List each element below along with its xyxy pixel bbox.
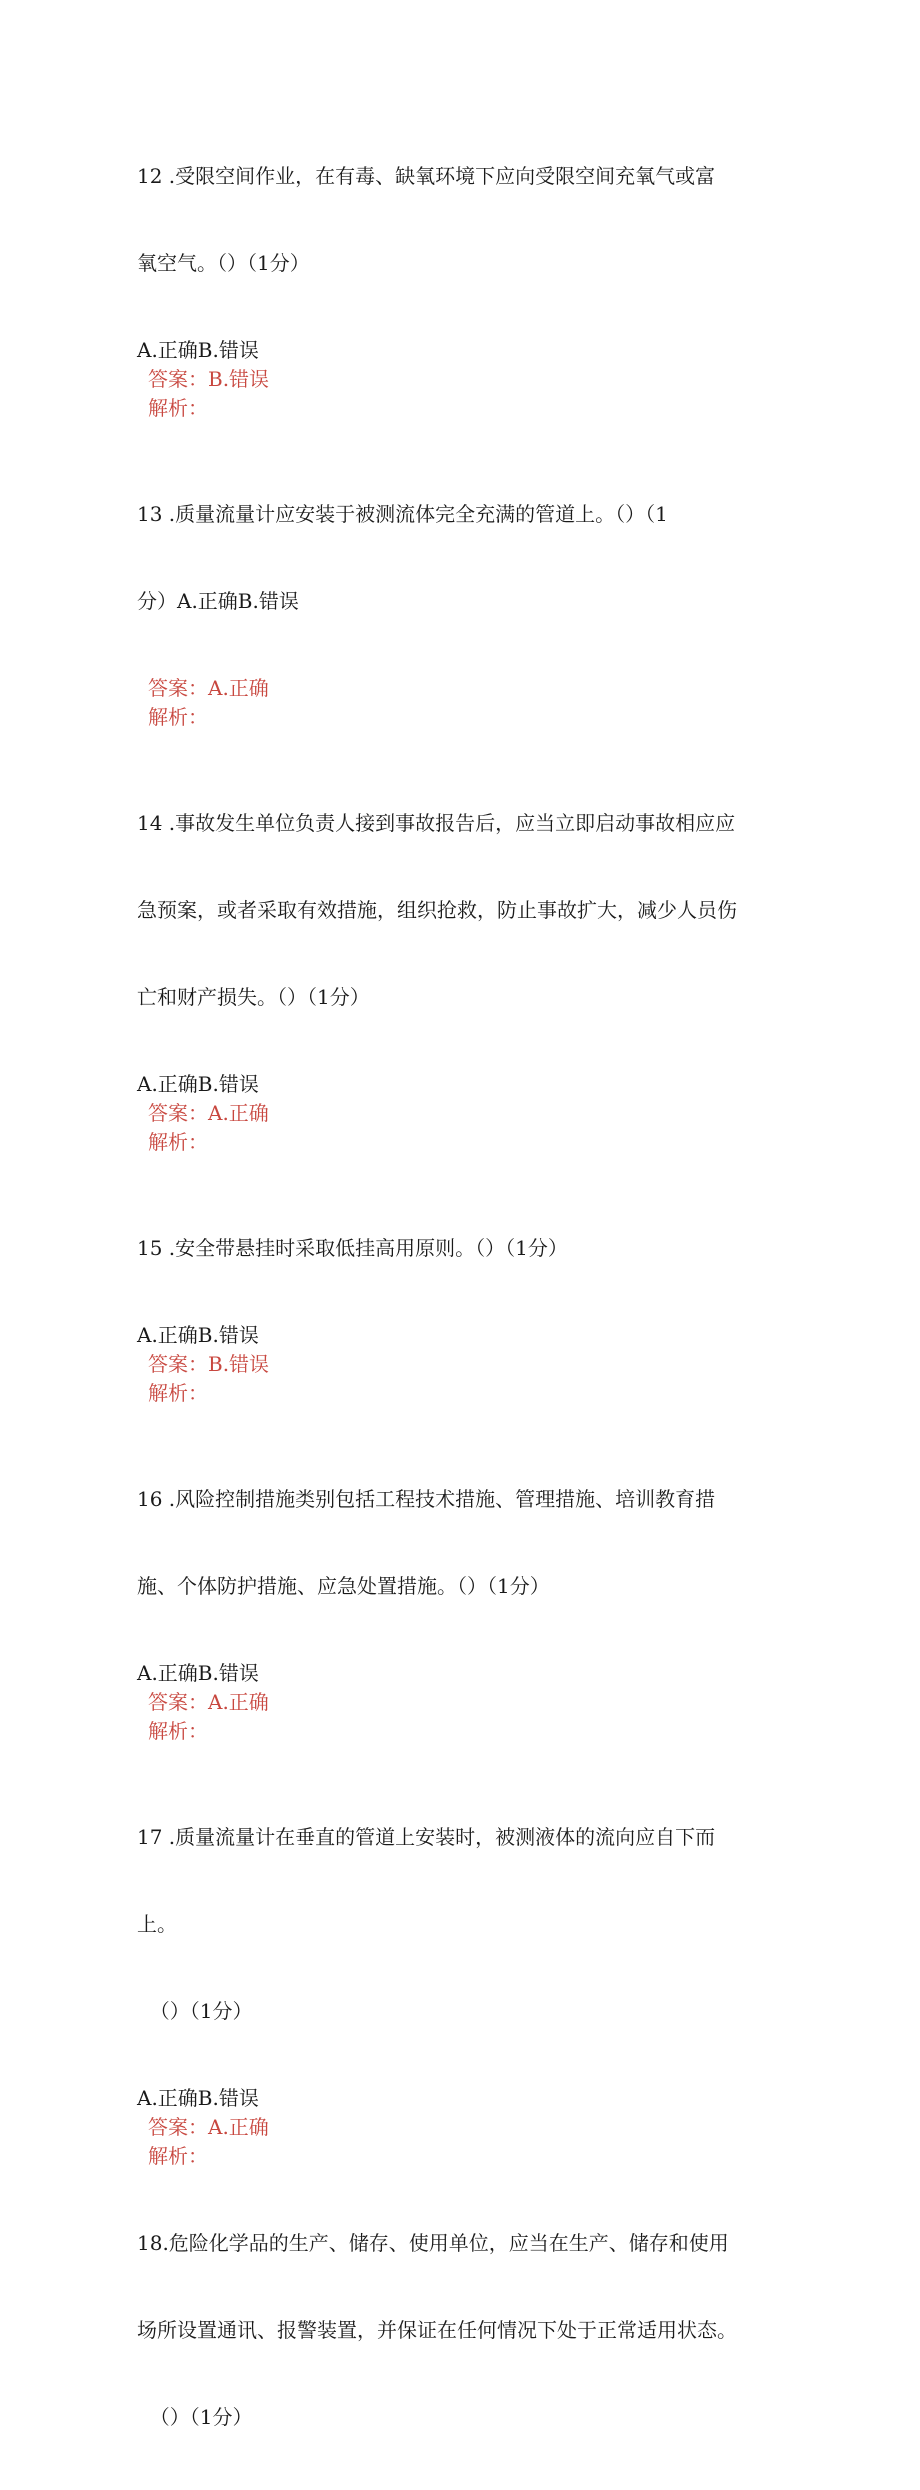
question-options: A.正确B.错误	[137, 1072, 259, 1096]
question-14	[137, 751, 797, 1157]
question-answer: 答案：B.错误	[148, 1352, 270, 1376]
stem-line: （）（1分）	[137, 1999, 253, 2023]
question-answer: 答案：B.错误	[148, 367, 270, 391]
question-analysis: 解析：	[148, 1130, 208, 1154]
question-12	[137, 104, 797, 423]
document-page	[137, 104, 797, 2490]
question-analysis: 解析：	[148, 2144, 208, 2168]
stem-line: （）（1分）	[137, 2405, 253, 2429]
question-stem	[137, 751, 797, 1070]
question-answer: 答案：A.正确	[148, 2115, 269, 2139]
question-13	[137, 442, 797, 732]
question-answer: 答案：A.正确	[148, 1690, 269, 1714]
stem-line: 18.危险化学品的生产、储存、使用单位，应当在生产、储存和使用	[137, 2231, 729, 2255]
question-analysis: 解析：	[148, 396, 208, 420]
question-answer: 答案：A.正确	[148, 1101, 269, 1125]
question-analysis: 解析：	[148, 1381, 208, 1405]
question-stem	[137, 442, 797, 674]
stem-line: 场所设置通讯、报警装置，并保证在任何情况下处于正常适用状态。	[137, 2318, 737, 2342]
question-answer: 答案：A.正确	[148, 676, 269, 700]
question-analysis: 解析：	[148, 1719, 208, 1743]
question-15	[137, 1176, 797, 1408]
question-stem	[137, 104, 797, 336]
stem-line: 13 .质量流量计应安装于被测流体完全充满的管道上。（）（1	[137, 502, 668, 526]
question-18	[137, 2171, 797, 2490]
stem-line: 17 .质量流量计在垂直的管道上安装时，被测液体的流向应自下而	[137, 1825, 716, 1849]
stem-line: 15 .安全带悬挂时采取低挂高用原则。（）（1分）	[137, 1236, 568, 1260]
question-stem	[137, 1176, 797, 1321]
stem-line: 亡和财产损失。（）（1分）	[137, 985, 370, 1009]
question-16	[137, 1427, 797, 1746]
question-stem	[137, 2171, 797, 2490]
question-stem	[137, 1765, 797, 2084]
stem-line: 急预案，或者采取有效措施，组织抢救，防止事故扩大，减少人员伤	[137, 898, 737, 922]
stem-line: 12 .受限空间作业，在有毒、缺氧环境下应向受限空间充氧气或富	[137, 164, 716, 188]
question-options: A.正确B.错误	[137, 338, 259, 362]
question-17	[137, 1765, 797, 2171]
question-analysis: 解析：	[148, 705, 208, 729]
stem-line: 16 .风险控制措施类别包括工程技术措施、管理措施、培训教育措	[137, 1487, 716, 1511]
question-options: A.正确B.错误	[137, 1323, 259, 1347]
question-options: A.正确B.错误	[137, 2086, 259, 2110]
stem-line: 施、个体防护措施、应急处置措施。（）（1分）	[137, 1574, 550, 1598]
question-options: A.正确B.错误	[137, 1661, 259, 1685]
stem-line: 上。	[137, 1912, 177, 1936]
stem-line: 氧空气。（）（1分）	[137, 251, 310, 275]
question-stem	[137, 1427, 797, 1659]
stem-line: 14 .事故发生单位负责人接到事故报告后，应当立即启动事故相应应	[137, 811, 736, 835]
stem-line: 分）A.正确B.错误	[137, 589, 299, 613]
